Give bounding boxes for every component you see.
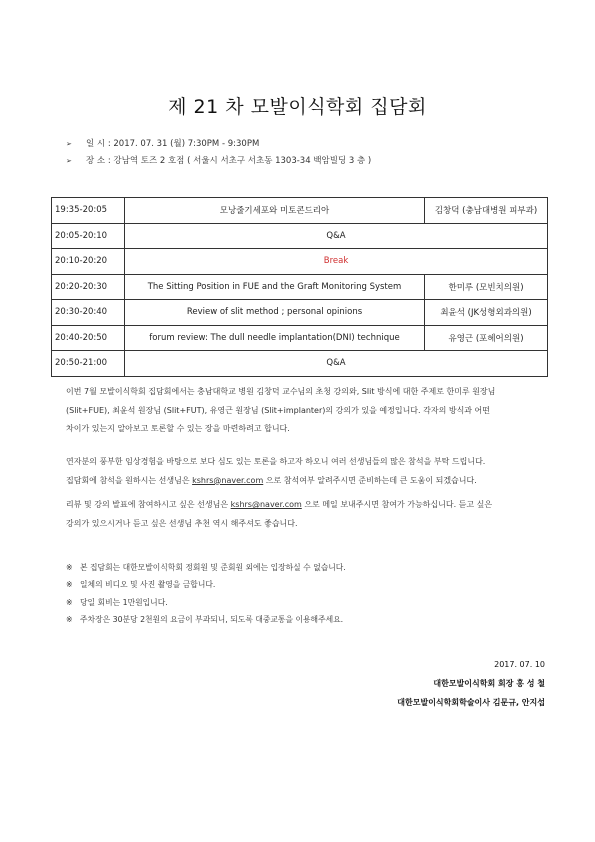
intro-paragraph [66, 383, 536, 439]
text-span: 으로 메일 보내주시면 참여가 가능하십니다. 듣고 싶은 [301, 500, 493, 509]
date-line [66, 137, 259, 149]
reference-mark-icon: ※ [66, 563, 73, 572]
note-item [66, 576, 346, 593]
schedule-topic: forum review: The dull needle implantation(DNI) technique [125, 325, 425, 351]
paragraph-line: 이번 7월 모발이식학회 집담회에서는 충남대학교 병원 김창덕 교수님의 초청 강의와, Slit 방식에 대한 주제로 한미루 원장님 [66, 387, 496, 396]
schedule-time: 20:05-20:10 [52, 223, 125, 249]
schedule-topic: Break [125, 249, 548, 275]
notes-list [66, 559, 346, 628]
note-text: 본 집담회는 대한모발이식학회 정회원 및 준회원 외에는 입장하실 수 없습니다. [80, 563, 346, 572]
email-link[interactable]: kshrs@naver.com [230, 500, 302, 509]
signature-directors: 대한모발이식학회학술이사 김문규, 안지섭 [397, 698, 545, 707]
schedule-time: 20:30-20:40 [52, 300, 125, 326]
place-line [66, 154, 371, 166]
signature-date: 2017. 07. 10 [494, 660, 545, 669]
arrow-bullet-icon: ➢ [66, 157, 72, 165]
schedule-row [52, 300, 548, 326]
schedule-topic: The Sitting Position in FUE and the Graft Monitoring System [125, 274, 425, 300]
note-item [66, 611, 346, 628]
schedule-time: 19:35-20:05 [52, 198, 125, 224]
arrow-bullet-icon: ➢ [66, 140, 72, 148]
schedule-topic: 모낭줄기세포와 미토콘드리아 [125, 198, 425, 224]
schedule-topic: Review of slit method ; personal opinions [125, 300, 425, 326]
note-item [66, 559, 346, 576]
schedule-time: 20:20-20:30 [52, 274, 125, 300]
paragraph-line: 연자분의 풍부한 임상경험을 바탕으로 보다 심도 있는 토론을 하고자 하오니 여러 선생님들의 많은 참석을 부탁 드립니다. [66, 457, 486, 466]
text-span: 집담회에 참석을 원하시는 선생님은 [66, 475, 193, 485]
schedule-topic: Q&A [125, 351, 548, 377]
schedule-row [52, 198, 548, 224]
schedule-row [52, 249, 548, 275]
note-text: 주차장은 30분당 2천원의 요금이 부과되니, 되도록 대중교통을 이용해주세요. [80, 614, 344, 624]
schedule-time: 20:40-20:50 [52, 325, 125, 351]
schedule-row [52, 351, 548, 377]
text-span: 으로 참석여부 알려주시면 준비하는데 큰 도움이 되겠습니다. [263, 475, 477, 485]
text-span: 리뷰 및 강의 발표에 참여하시고 싶은 선생님은 [66, 500, 231, 509]
attendance-paragraph [66, 453, 536, 490]
paragraph-line: 차이가 있는지 알아보고 토론할 수 있는 장을 마련하려고 합니다. [66, 424, 290, 433]
signature-block [397, 655, 545, 712]
note-text: 일체의 비디오 및 사진 촬영을 금합니다. [80, 580, 216, 590]
schedule-table [51, 197, 548, 377]
page-title: 제 21 차 모발이식학회 집담회 [168, 96, 427, 118]
place-text: 장 소 : 강남역 토즈 2 호점 ( 서울시 서초구 서초동 1303-34 백암빌딩 3 층 ) [86, 156, 372, 166]
schedule-speaker: 김창덕 (충남대병원 피부과) [425, 198, 548, 224]
reference-mark-icon: ※ [66, 614, 73, 624]
schedule-time: 20:10-20:20 [52, 249, 125, 275]
schedule-topic: Q&A [125, 223, 548, 249]
date-text: 일 시 : 2017. 07. 31 (월) 7:30PM - 9:30PM [86, 139, 260, 149]
note-text: 당일 회비는 1만원입니다. [80, 597, 168, 607]
schedule-speaker: 최윤석 (JK성형외과의원) [425, 300, 548, 326]
schedule-row [52, 223, 548, 249]
schedule-speaker: 한미루 (모빈치의원) [425, 274, 548, 300]
schedule-time: 20:50-21:00 [52, 351, 125, 377]
paragraph-line: 강의가 있으시거나 듣고 싶은 선생님 추천 역시 해주셔도 좋습니다. [66, 518, 298, 528]
email-link[interactable]: kshrs@naver.com [192, 475, 264, 485]
presenter-paragraph [66, 496, 536, 533]
reference-mark-icon: ※ [66, 580, 73, 590]
paragraph-line [66, 496, 536, 515]
signature-president: 대한모발이식학회 회장 홍 성 철 [433, 679, 545, 688]
schedule-speaker: 유영근 (포헤어의원) [425, 325, 548, 351]
note-item [66, 594, 346, 611]
schedule-row [52, 325, 548, 351]
reference-mark-icon: ※ [66, 597, 73, 607]
paragraph-line: (Slit+FUE), 최윤석 원장님 (Slit+FUT), 유영근 원장님 (Slit+implanter)의 강의가 있을 예정입니다. 각자의 방식과 어떤 [66, 405, 491, 415]
paragraph-line [66, 472, 536, 491]
schedule-row [52, 274, 548, 300]
